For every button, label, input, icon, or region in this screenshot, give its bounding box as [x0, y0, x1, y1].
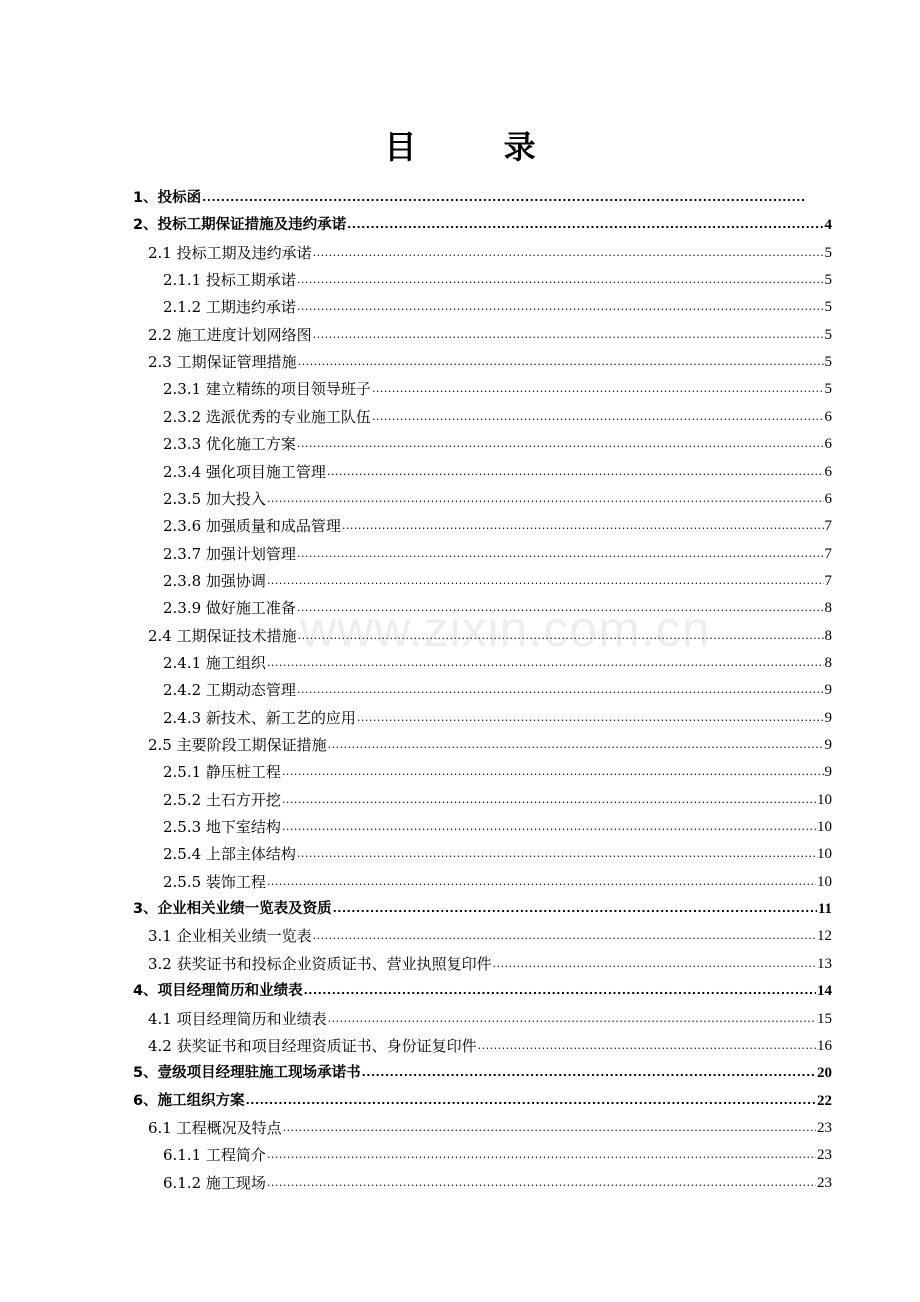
toc-entry[interactable]	[163, 595, 832, 617]
dot-leader	[372, 408, 824, 426]
toc-entry-page: 4	[824, 217, 832, 234]
toc-entry-label: 2.5.4 上部主体结构	[163, 845, 296, 864]
dot-leader	[297, 681, 824, 699]
toc-entry[interactable]	[133, 212, 832, 234]
toc-entry[interactable]	[163, 294, 832, 316]
dot-leader	[357, 709, 824, 727]
toc-entry[interactable]	[163, 267, 832, 289]
toc-entry-label: 1、投标函	[133, 190, 202, 206]
dot-leader	[304, 982, 816, 1000]
toc-entry[interactable]	[163, 486, 832, 508]
toc-entry[interactable]	[133, 185, 806, 207]
toc-entry-page: 10	[817, 873, 832, 890]
toc-entry-label: 2.3.5 加大投入	[163, 489, 266, 508]
toc-entry-label: 2.1.2 工期违约承诺	[163, 298, 296, 317]
toc-entry-label: 6.1.2 施工现场	[163, 1173, 266, 1192]
dot-leader	[347, 216, 823, 234]
toc-entry-page: 16	[817, 1037, 832, 1054]
toc-entry-page: 5	[824, 272, 832, 289]
dot-leader	[333, 900, 817, 918]
toc-entry-page: 9	[824, 764, 832, 781]
dot-leader	[297, 545, 824, 563]
toc-entry[interactable]	[163, 1142, 832, 1164]
dot-leader	[267, 1174, 816, 1192]
toc-entry-label: 5、壹级项目经理驻施工现场承诺书	[133, 1065, 361, 1082]
toc-entry-label: 2.3.2 选派优秀的专业施工队伍	[163, 407, 371, 426]
dot-leader	[267, 873, 816, 891]
toc-entry-page: 7	[824, 572, 832, 589]
toc-entry-page: 10	[817, 819, 832, 836]
toc-entry-page: 22	[817, 1092, 832, 1109]
dot-leader	[267, 654, 824, 672]
watermark: www.zixin.com.cn	[300, 601, 711, 657]
toc-entry[interactable]	[148, 623, 832, 645]
dot-leader	[246, 1092, 816, 1110]
toc-entry[interactable]	[148, 349, 832, 371]
toc-entry[interactable]	[148, 240, 832, 262]
toc-entry[interactable]	[163, 431, 832, 453]
dot-leader	[342, 517, 824, 535]
toc-entry[interactable]	[148, 951, 832, 973]
dot-leader	[328, 736, 824, 754]
toc-entry-page: 10	[817, 846, 832, 863]
toc-entry-page: 9	[824, 737, 832, 753]
dot-leader	[267, 572, 824, 590]
toc-entry[interactable]	[163, 841, 832, 863]
toc-entry-page: 8	[824, 654, 832, 671]
toc-entry[interactable]	[148, 1115, 832, 1137]
toc-entry-label: 2.3 工期保证管理措施	[148, 353, 297, 372]
dot-leader	[283, 1119, 816, 1137]
dot-leader	[282, 818, 816, 836]
toc-entry-label: 4.1 项目经理简历和业绩表	[148, 1009, 327, 1028]
toc-entry-label: 2.3.6 加强质量和成品管理	[163, 517, 341, 536]
toc-entry[interactable]	[163, 814, 832, 836]
dot-leader	[493, 955, 816, 973]
toc-entry[interactable]	[133, 1060, 832, 1082]
toc-entry-label: 2.5 主要阶段工期保证措施	[148, 736, 327, 754]
dot-leader	[298, 627, 824, 645]
dot-leader	[297, 298, 824, 316]
toc-entry-page: 9	[824, 709, 832, 726]
dot-leader	[267, 1146, 816, 1164]
toc-entry[interactable]	[148, 732, 832, 754]
toc-entry-page: 6	[824, 490, 832, 507]
toc-entry[interactable]	[133, 1088, 832, 1110]
dot-leader	[362, 1064, 816, 1082]
dot-leader	[297, 271, 824, 289]
dot-leader	[478, 1037, 816, 1055]
toc-entry-page: 23	[817, 1119, 832, 1136]
toc-entry[interactable]	[163, 376, 832, 398]
dot-leader	[202, 189, 805, 207]
toc-entry-page: 10	[817, 791, 832, 808]
toc-entry-label: 6、施工组织方案	[133, 1092, 245, 1109]
toc-entry-label: 2.3.3 优化施工方案	[163, 435, 296, 454]
toc-entry-label: 2.3.1 建立精练的项目领导班子	[163, 380, 371, 399]
dot-leader	[313, 244, 824, 262]
dot-leader	[298, 353, 824, 371]
toc-entry-page: 5	[824, 381, 832, 398]
toc-entry[interactable]	[163, 787, 832, 809]
toc-entry-label: 2.3.7 加强计划管理	[163, 544, 296, 563]
toc-entry-label: 2.5.2 土石方开挖	[163, 790, 281, 809]
toc-entry-label: 2.5.1 静压桩工程	[163, 763, 281, 782]
toc-entry[interactable]	[163, 459, 832, 481]
dot-leader	[267, 490, 824, 508]
page-title: 目 录	[384, 128, 574, 166]
toc-entry-label: 2.1.1 投标工期承诺	[163, 271, 296, 290]
toc-entry-label: 3.1 企业相关业绩一览表	[148, 927, 312, 946]
toc-entry[interactable]	[163, 650, 832, 672]
toc-entry[interactable]	[163, 759, 832, 781]
toc-entry[interactable]	[148, 322, 832, 344]
toc-entry-label: 2.4.3 新技术、新工艺的应用	[163, 708, 356, 727]
toc-entry-page: 5	[824, 299, 832, 316]
toc-entry-page: 7	[824, 545, 832, 562]
dot-leader	[297, 845, 816, 863]
toc-entry-label: 4、项目经理简历和业绩表	[133, 983, 303, 1000]
toc-entry-label: 3.2 获奖证书和投标企业资质证书、营业执照复印件	[148, 954, 492, 973]
toc-entry-page: 23	[817, 1174, 832, 1191]
toc-entry-label: 2.3.4 强化项目施工管理	[163, 462, 326, 481]
toc-entry-page: 15	[817, 1010, 832, 1027]
toc-entry-page: 20	[817, 1065, 832, 1082]
toc-entry[interactable]	[163, 705, 832, 727]
toc-entry-label: 2.2 施工进度计划网络图	[148, 325, 312, 344]
dot-leader	[372, 380, 824, 398]
toc-entry[interactable]	[163, 404, 832, 426]
toc-entry-page: 5	[824, 354, 832, 371]
toc-entry-label: 6.1.1 工程简介	[163, 1146, 266, 1165]
toc-entry-page: 23	[817, 1147, 832, 1164]
dot-leader	[327, 463, 824, 481]
toc-entry-label: 2.5.5 装饰工程	[163, 872, 266, 891]
dot-leader	[282, 763, 824, 781]
toc-entry-label: 3、企业相关业绩一览表及资质	[133, 901, 332, 918]
toc-entry-page: 7	[824, 518, 832, 535]
toc-entry-page: 6	[824, 463, 832, 480]
dot-leader	[297, 599, 824, 617]
toc-entry-label: 2.1 投标工期及违约承诺	[148, 243, 312, 262]
toc-entry-label: 2.5.3 地下室结构	[163, 818, 281, 837]
toc-entry[interactable]	[133, 978, 832, 1000]
toc-entry-page: 5	[824, 244, 832, 261]
dot-leader	[313, 927, 816, 945]
dot-leader	[328, 1010, 816, 1028]
toc-entry-page: 13	[817, 955, 832, 972]
toc-entry-label: 2.4.2 工期动态管理	[163, 681, 296, 700]
toc-entry-label: 2.3.9 做好施工准备	[163, 599, 296, 618]
toc-entry[interactable]	[148, 1033, 832, 1055]
toc-entry[interactable]	[163, 1170, 832, 1192]
toc-entry-page: 11	[817, 901, 832, 918]
toc-entry[interactable]	[163, 568, 832, 590]
toc-entry[interactable]	[163, 869, 832, 891]
toc-entry-label: 2.4 工期保证技术措施	[148, 626, 297, 645]
toc-entry-page: 6	[824, 408, 832, 425]
toc-entry-label: 4.2 获奖证书和项目经理资质证书、身份证复印件	[148, 1036, 477, 1055]
toc-entry-page: 8	[824, 600, 832, 617]
toc-entry[interactable]	[163, 677, 832, 699]
toc-entry[interactable]	[148, 1006, 832, 1028]
toc-entry[interactable]	[133, 896, 832, 918]
toc-entry[interactable]	[163, 541, 832, 563]
toc-entry-page: 12	[817, 928, 832, 945]
toc-entry-label: 2、投标工期保证措施及违约承诺	[133, 217, 347, 234]
toc-entry-page: 14	[817, 983, 832, 1000]
dot-leader	[313, 326, 824, 344]
toc-entry-label: 2.3.8 加强协调	[163, 571, 266, 590]
toc-entry[interactable]	[148, 923, 832, 945]
dot-leader	[297, 435, 824, 453]
toc-entry-page: 8	[824, 627, 832, 644]
toc-entry-page: 9	[824, 682, 832, 699]
toc-entry-page: 5	[824, 326, 832, 343]
toc-entry[interactable]	[163, 513, 832, 535]
toc-entry-label: 6.1 工程概况及特点	[148, 1118, 282, 1137]
dot-leader	[282, 791, 816, 809]
toc-entry-page: 6	[824, 436, 832, 453]
toc-entry-label: 2.4.1 施工组织	[163, 653, 266, 672]
